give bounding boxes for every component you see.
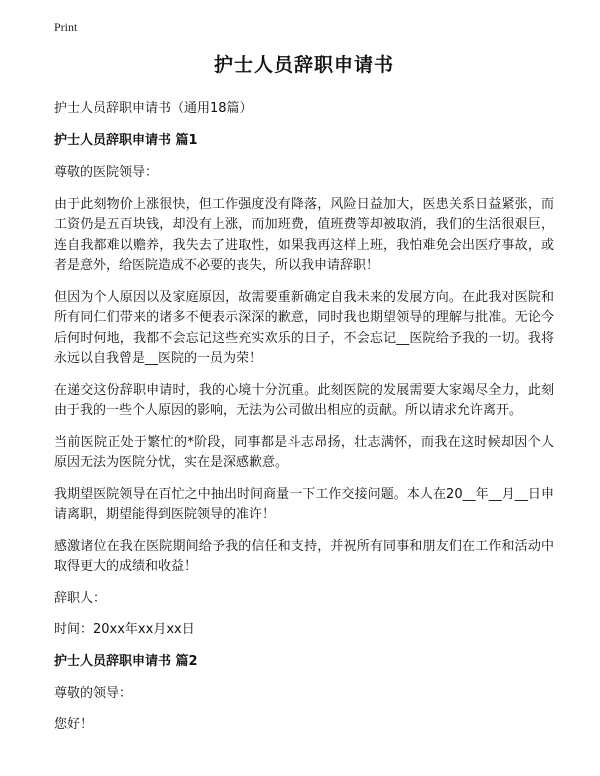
paragraph: 在递交这份辞职申请时，我的心境十分沉重。此刻医院的发展需要大家竭尽全力，此刻由于我的一些个人原因的影响，无法为公司做出相应的贡献。所以请求允许离开。	[54, 382, 554, 418]
section-1	[54, 131, 554, 641]
salutation: 尊敬的医院领导：	[54, 165, 159, 180]
greeting: 您好！	[54, 717, 94, 732]
print-link[interactable]: Print	[54, 20, 78, 34]
section-2	[54, 652, 554, 736]
document-subtitle: 护士人员辞职申请书（通用18篇）	[54, 101, 253, 116]
document-title: 护士人员辞职申请书	[213, 54, 394, 76]
document-body	[54, 50, 554, 747]
paragraph: 但因为个人原因以及家庭原因，故需要重新确定自我未来的发展方向。在此我对医院和所有同仁们带来的诸多不便表示深深的歉意，同时我也期望领导的理解与批准。无论今后何时何地，我都不会忘记这些充实欢乐的日子，不会忘记__医院给予我的一切。我将永远以自我曾是__医院的一员为荣！	[54, 289, 554, 366]
section-heading: 护士人员辞职申请书 篇2	[54, 653, 198, 669]
signature-label: 辞职人：	[54, 590, 107, 606]
paragraph: 感激诸位在我在医院期间给予我的信任和支持，并祝所有同事和朋友们在工作和活动中取得更大的成绩和收益！	[54, 538, 554, 574]
paragraph: 由于此刻物价上涨很快，但工作强度没有降落，风险日益加大，医患关系日益紧张，而工资仍是五百块钱，却没有上涨，而加班费，值班费等却被取消，我们的生活很艰巨，连自我都难以赡养，我失去了进取性，如果我再这样上班，我怕难免会出医疗事故，或者是意外，给医院造成不必要的丧失，所以我申请辞职！	[54, 196, 554, 273]
section-heading: 护士人员辞职申请书 篇1	[54, 133, 198, 148]
paragraph: 我期望医院领导在百忙之中抽出时间商量一下工作交接问题。本人在20__年__月__日申请离职，期望能得到医院领导的准许！	[54, 486, 554, 522]
date-line: 时间：20xx年xx月xx日	[54, 622, 195, 637]
paragraph: 当前医院正处于繁忙的*阶段，同事都是斗志昂扬，壮志满怀，而我在这时候却因个人原因无法为医院分忧，实在是深感歉意。	[54, 434, 554, 470]
salutation: 尊敬的领导：	[54, 685, 133, 701]
